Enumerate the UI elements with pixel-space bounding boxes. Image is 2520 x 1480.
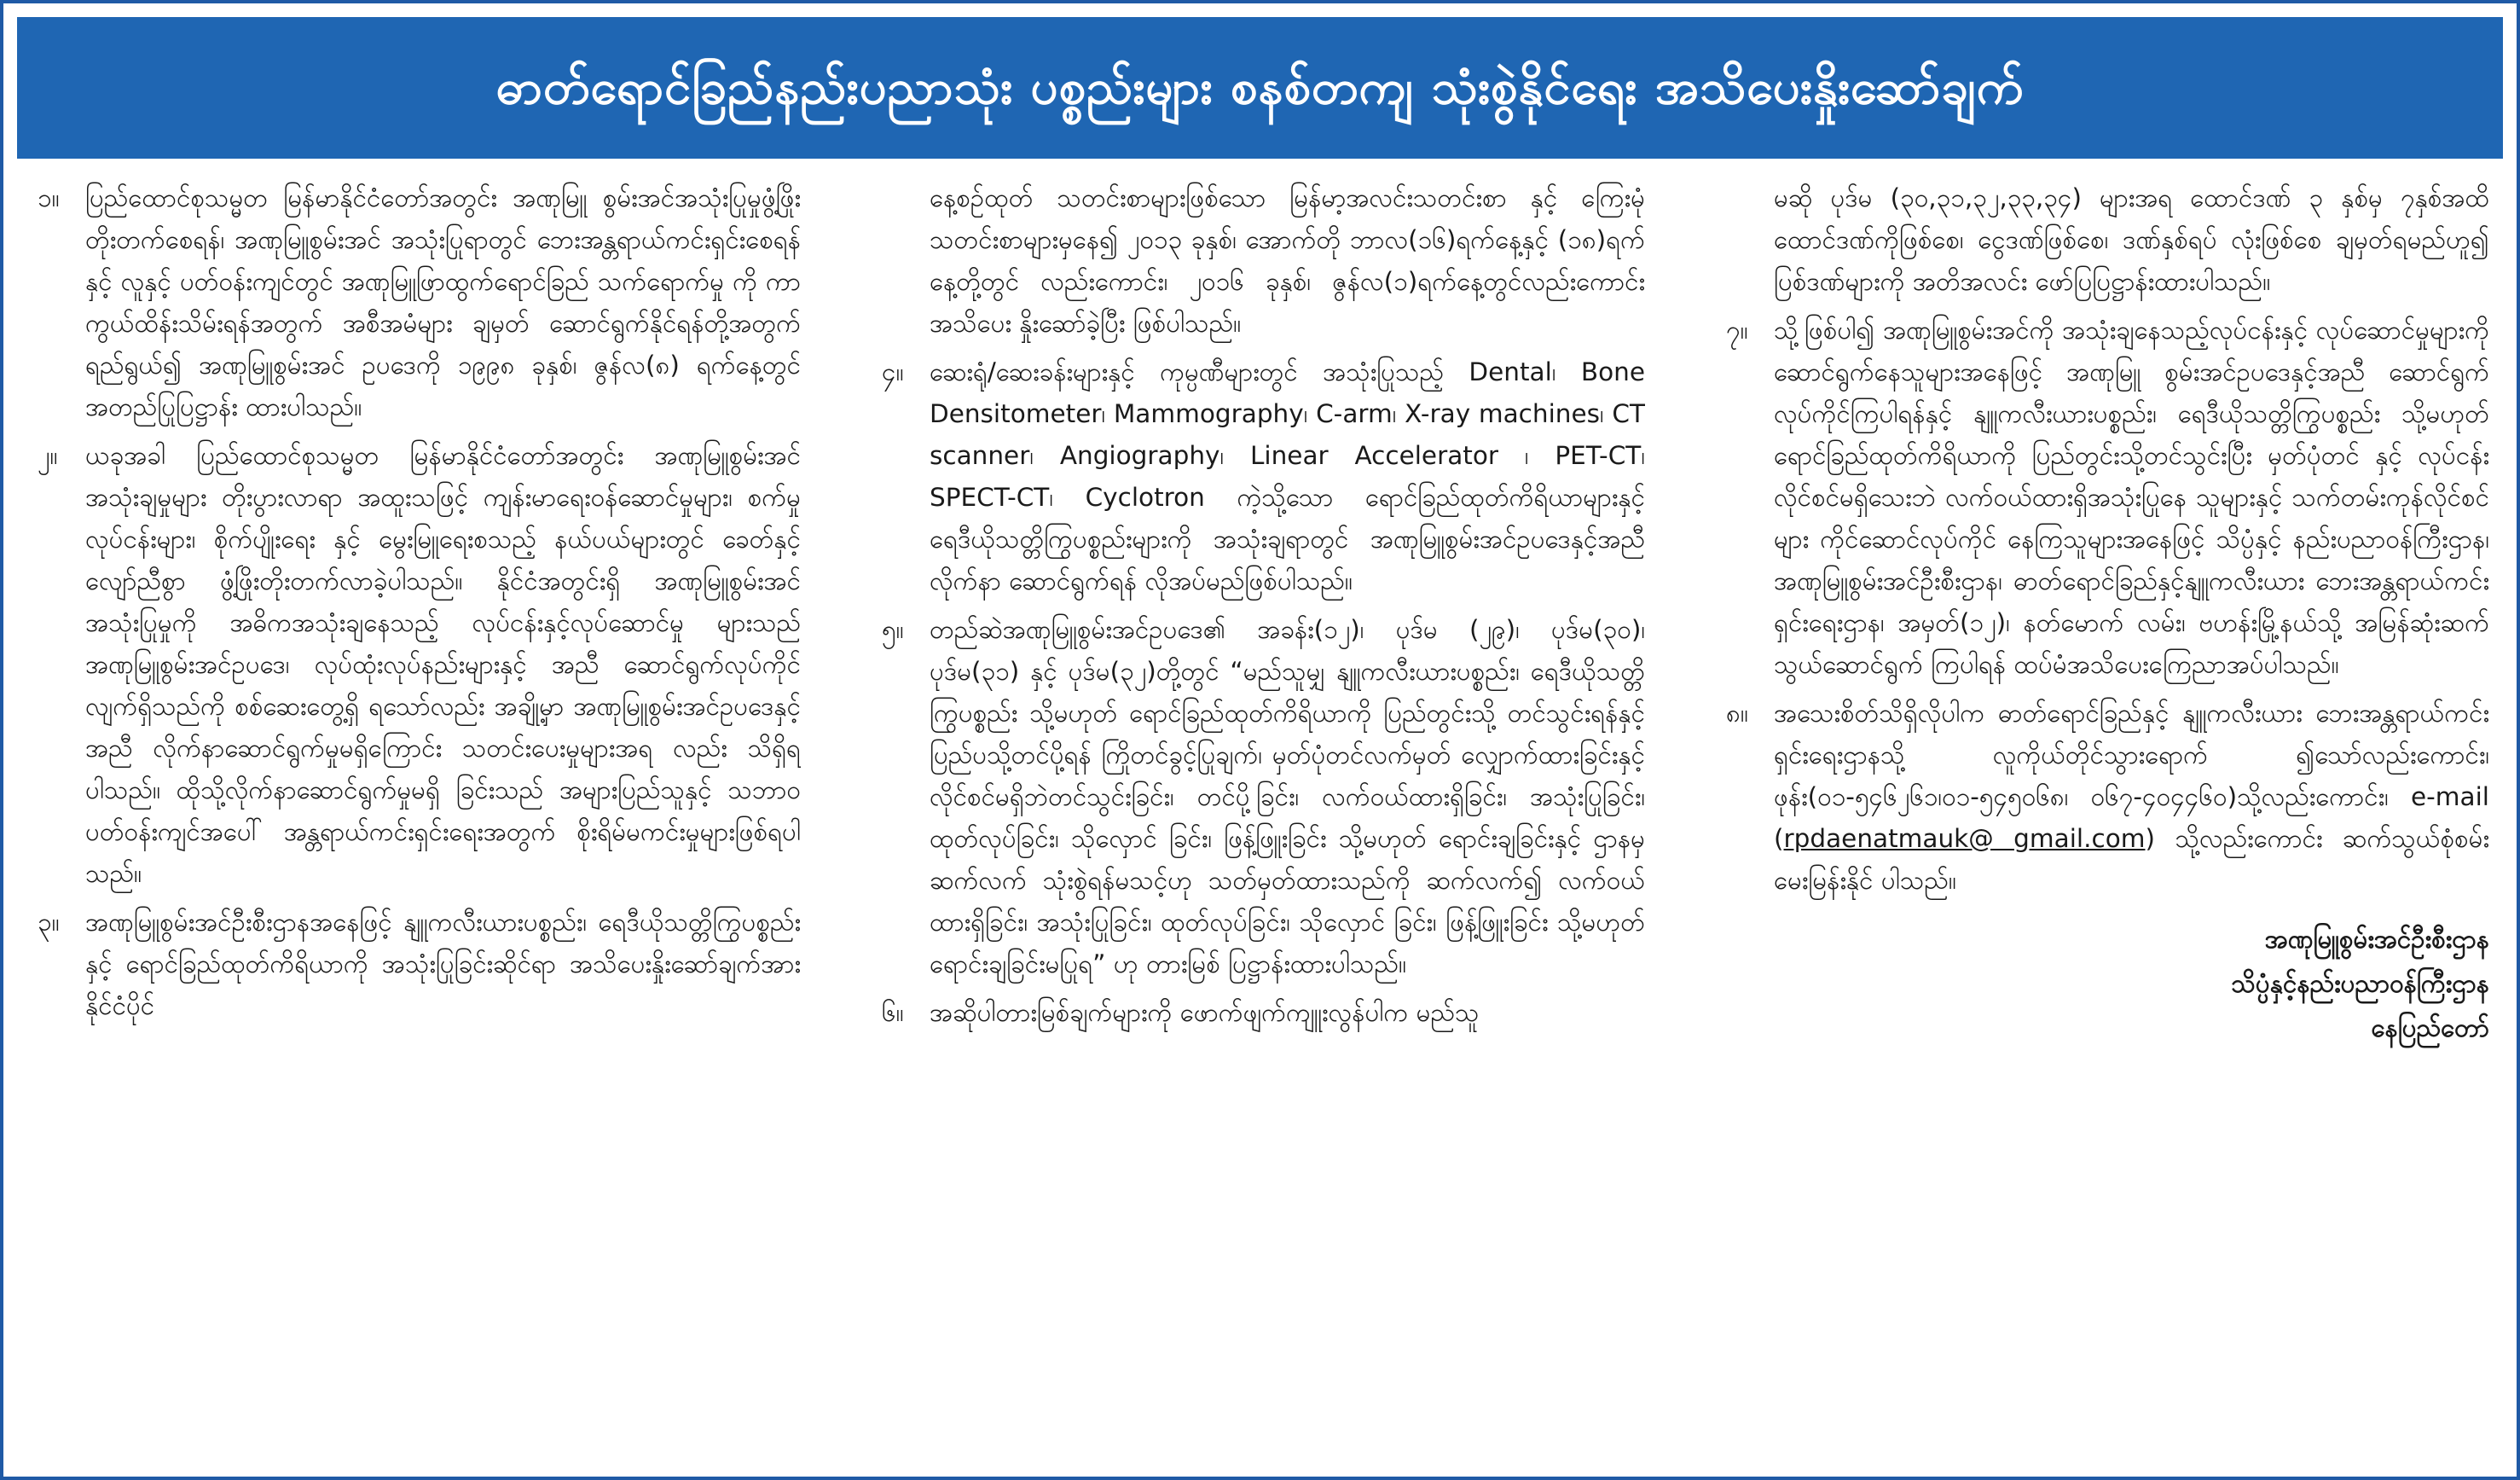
paragraph-text: ယခုအခါ ပြည်ထောင်စုသမ္မတ မြန်မာနိုင်ငံတော်အတွင်း အဏုမြူစွမ်းအင်အသုံးချမှုများ တိုးပွားလာရာ အထူးသဖြင့် ကျန်းမာရေးဝန်ဆောင်မှုများ၊ စက်မှုလုပ်ငန်းများ၊ စိုက်ပျိုးရေး နှင့် မွေးမြူရေးစသည့် နယ်ပယ်များတွင် ခေတ်နှင့်လျော်ညီစွာ ဖွံ့ဖြိုးတိုးတက်လာခဲ့ပါသည်။ နိုင်ငံအတွင်းရှိ အဏုမြူစွမ်းအင် အသုံးပြုမှုကို အဓိကအသုံးချနေသည့် လုပ်ငန်းနှင့်လုပ်ဆောင်မှု များသည် အဏုမြူစွမ်းအင်ဥပဒေ၊ လုပ်ထုံးလုပ်နည်းများနှင့် အညီ ဆောင်ရွက်လုပ်ကိုင်လျက်ရှိသည်ကို စစ်ဆေးတွေ့ရှိ ရသော်လည်း အချို့မှာ အဏုမြူစွမ်းအင်ဥပဒေနှင့်အညီ လိုက်နာဆောင်ရွက်မှုမရှိကြောင်း သတင်းပေးမှုများအရ လည်း သိရှိရပါသည်။ ထိုသို့လိုက်နာဆောင်ရွက်မှုမရှိ ခြင်းသည် အများပြည်သူနှင့် သဘာဝပတ်ဝန်းကျင်အပေါ် အန္တရာယ်ကင်းရှင်းရေးအတွက် စိုးရိမ်မကင်းမှုများဖြစ်ရပါ သည်။: [85, 441, 801, 888]
paragraph-3: [38, 902, 801, 1027]
paragraph-5: [882, 609, 1645, 985]
paragraph-number: ၃။: [38, 908, 60, 937]
paragraph-number: ၅။: [882, 615, 904, 644]
paragraph-7: [1726, 310, 2489, 686]
paragraph-text: တည်ဆဲအဏုမြူစွမ်းအင်ဥပဒေ၏ အခန်း(၁၂)၊ ပုဒ်မ (၂၉)၊ ပုဒ်မ(၃၀)၊ ပုဒ်မ(၃၁) နှင့် ပုဒ်မ(၃၂)တို့တွင် “မည်သူမျှ နျူကလီးယားပစ္စည်း၊ ရေဒီယိုသတ္တိကြွပစ္စည်း သို့မဟုတ် ရောင်ခြည်ထုတ်ကိရိယာကို ပြည်တွင်းသို့ တင်သွင်းရန်နှင့် ပြည်ပသို့တင်ပို့ရန် ကြိုတင်ခွင့်ပြုချက်၊ မှတ်ပုံတင်လက်မှတ် လျှောက်ထားခြင်းနှင့် လိုင်စင်မရှိဘဲတင်သွင်းခြင်း၊ တင်ပို့ခြင်း၊ လက်ဝယ်ထားရှိခြင်း၊ အသုံးပြုခြင်း၊ ထုတ်လုပ်ခြင်း၊ သိုလှောင် ခြင်း၊ ဖြန့်ဖြူးခြင်း သို့မဟုတ် ရောင်းချခြင်းနှင့် ဌာနမှ ဆက်လက် သုံးစွဲရန်မသင့်ဟု သတ်မှတ်ထားသည်ကို ဆက်လက်၍ လက်ဝယ်ထားရှိခြင်း၊ အသုံးပြုခြင်း၊ ထုတ်လုပ်ခြင်း၊ သိုလှောင် ခြင်း၊ ဖြန့်ဖြူးခြင်း သို့မဟုတ် ရောင်းချခြင်းမပြုရ” ဟု တားမြစ် ပြဋ္ဌာန်းထားပါသည်။: [930, 615, 1645, 978]
paragraph-8: [1726, 693, 2489, 902]
paragraph-4: [882, 351, 1645, 602]
paragraph-number: ၈။: [1726, 699, 1748, 728]
title-banner: [17, 17, 2503, 159]
signature-ministry: သိပ္ပံနှင့်နည်းပညာဝန်ကြီးဌာန: [2231, 969, 2489, 998]
paragraph-text: မဆို ပုဒ်မ (၃၀,၃၁,၃၂,၃၃,၃၄) များအရ ထောင်ဒဏ် ၃ နှစ်မှ ၇နှစ်အထိ ထောင်ဒဏ်ကိုဖြစ်စေ၊ ငွေဒဏ်ဖြစ်စေ၊ ဒဏ်နှစ်ရပ် လုံးဖြစ်စေ ချမှတ်ရမည်ဟူ၍ ပြစ်ဒဏ်များကို အတိအလင်း ဖော်ပြပြဋ္ဌာန်းထားပါသည်။: [1774, 183, 2489, 296]
paragraph-text: [1774, 693, 2489, 902]
paragraph-text: နေ့စဉ်ထုတ် သတင်းစာများဖြစ်သော မြန်မာ့အလင်းသတင်းစာ နှင့် ကြေးမုံသတင်းစာများမှနေ၍ ၂၀၁၃ ခုနှစ်၊ အောက်တို ဘာလ(၁၆)ရက်နေ့နှင့် (၁၈)ရက်နေ့တို့တွင် လည်းကောင်း၊ ၂၀၁၆ ခုနှစ်၊ ဇွန်လ(၁)ရက်နေ့တွင်လည်းကောင်း အသိပေး နှိုးဆော်ခဲ့ပြီး ဖြစ်ပါသည်။: [930, 183, 1645, 338]
paragraph-6-continued: [1726, 177, 2489, 303]
paragraph-number: ၁။: [38, 183, 60, 212]
contact-text-before: အသေးစိတ်သိရှိလိုပါက ဓာတ်ရောင်ခြည်နှင့် နျူကလီးယား ဘေးအန္တရာယ်ကင်းရှင်းရေးဌာနသို့ လူကိုယ်တိုင်သွားရောက် ၍သော်လည်းကောင်း၊ ဖုန်း(၀၁-၅၄၆၂၆၁၊၀၁-၅၄၅၀၆၈၊ ၀၆၇-၄၀၄၄၆၀)သို့လည်းကောင်း၊ e-mail (: [1774, 699, 2489, 853]
paragraph-text: ဆေးရုံ/ဆေးခန်းများနှင့် ကုမ္ပဏီများတွင် အသုံးပြုသည့် Dental၊ Bone Densitometer၊ Mammography၊ C-arm၊ X-ray machines၊ CT scanner၊ Angiography၊ Linear Accelerator ၊ PET-CT၊ SPECT-CT၊ Cyclotron ကဲ့သို့သော ရောင်ခြည်ထုတ်ကိရိယာများနှင့် ရေဒီယိုသတ္တိကြွပစ္စည်းများကို အသုံးချရာတွင် အဏုမြူစွမ်းအင်ဥပဒေနှင့်အညီ လိုက်နာ ဆောင်ရွက်ရန် လိုအပ်မည်ဖြစ်ပါသည်။: [930, 357, 1645, 595]
paragraph-6: [882, 992, 1645, 1034]
paragraph-3-continued: [882, 177, 1645, 345]
paragraph-text: သို့ဖြစ်ပါ၍ အဏုမြူစွမ်းအင်ကို အသုံးချနေသည့်လုပ်ငန်းနှင့် လုပ်ဆောင်မှုများကို ဆောင်ရွက်နေသူများအနေဖြင့် အဏုမြူ စွမ်းအင်ဥပဒေနှင့်အညီ ဆောင်ရွက်လုပ်ကိုင်ကြပါရန်နှင့် နျူကလီးယားပစ္စည်း၊ ရေဒီယိုသတ္တိကြွပစ္စည်း သို့မဟုတ် ရောင်ခြည်ထုတ်ကိရိယာကို ပြည်တွင်းသို့တင်သွင်းပြီး မှတ်ပုံတင် နှင့် လုပ်ငန်းလိုင်စင်မရှိသေးဘဲ လက်ဝယ်ထားရှိအသုံးပြုနေ သူများနှင့် သက်တမ်းကုန်လိုင်စင်များ ကိုင်ဆောင်လုပ်ကိုင် နေကြသူများအနေဖြင့် သိပ္ပံနှင့် နည်းပညာဝန်ကြီးဌာန၊ အဏုမြူစွမ်းအင်ဦးစီးဌာန၊ ဓာတ်ရောင်ခြည်နှင့်နျူကလီးယား ဘေးအန္တရာယ်ကင်းရှင်းရေးဌာန၊ အမှတ်(၁၂)၊ နတ်မောက် လမ်း၊ ဗဟန်းမြို့နယ်သို့ အမြန်ဆုံးဆက်သွယ်ဆောင်ရွက် ကြပါရန် ထပ်မံအသိပေးကြေညာအပ်ပါသည်။: [1774, 316, 2489, 679]
paragraph-number: ၂။: [38, 441, 58, 470]
paragraph-2: [38, 435, 801, 895]
contact-text-after: ) သို့လည်းကောင်း ဆက်သွယ်စုံစမ်း မေးမြန်းနိုင် ပါသည်။: [1774, 824, 2489, 895]
paragraph-number: ၇။: [1726, 316, 1748, 345]
paragraph-number: ၆။: [882, 998, 904, 1027]
signature-department: အဏုမြူစွမ်းအင်ဦးစီးဌာန: [2264, 925, 2489, 954]
signature-block: [1726, 917, 2489, 1050]
column-middle: [882, 177, 1645, 1465]
body-columns: [38, 177, 2489, 1465]
column-left: [38, 177, 801, 1465]
paragraph-text: အဏုမြူစွမ်းအင်ဦးစီးဌာနအနေဖြင့် နျူကလီးယားပစ္စည်း၊ ရေဒီယိုသတ္တိကြွပစ္စည်းနှင့် ရောင်ခြည်ထုတ်ကိရိယာကို အသုံးပြုခြင်းဆိုင်ရာ အသိပေးနှိုးဆော်ချက်အား နိုင်ငံပိုင်: [85, 908, 801, 1020]
email-link[interactable]: rpdaenatmauk@ gmail.com: [1783, 824, 2146, 853]
paragraph-1: [38, 177, 801, 428]
paragraph-number: ၄။: [882, 357, 904, 386]
column-right: [1726, 177, 2489, 1465]
paragraph-text: ပြည်ထောင်စုသမ္မတ မြန်မာနိုင်ငံတော်အတွင်း အဏုမြူ စွမ်းအင်အသုံးပြုမှုဖွံ့ဖြိုးတိုးတက်စေရန်၊ အဏုမြူစွမ်းအင် အသုံးပြုရာတွင် ဘေးအန္တရာယ်ကင်းရှင်းစေရန်နှင့် လူနှင့် ပတ်ဝန်းကျင်တွင် အဏုမြူဖြာထွက်ရောင်ခြည် သက်ရောက်မှု ကို ကာကွယ်ထိန်းသိမ်းရန်အတွက် အစီအမံများ ချမှတ် ဆောင်ရွက်နိုင်ရန်တို့အတွက် ရည်ရွယ်၍ အဏုမြူစွမ်းအင် ဥပဒေကို ၁၉၉၈ ခုနှစ်၊ ဇွန်လ(၈) ရက်နေ့တွင် အတည်ပြုပြဋ္ဌာန်း ထားပါသည်။: [85, 183, 801, 421]
paragraph-text: အဆိုပါတားမြစ်ချက်များကို ဖောက်ဖျက်ကျူးလွန်ပါက မည်သူ: [930, 998, 1480, 1027]
notice-title: ဓာတ်ရောင်ခြည်နည်းပညာသုံး ပစ္စည်းများ စနစ်တကျ သုံးစွဲနိုင်ရေး အသိပေးနှိုးဆော်ချက်: [495, 60, 2025, 116]
signature-city: နေပြည်တော်: [2371, 1013, 2489, 1042]
